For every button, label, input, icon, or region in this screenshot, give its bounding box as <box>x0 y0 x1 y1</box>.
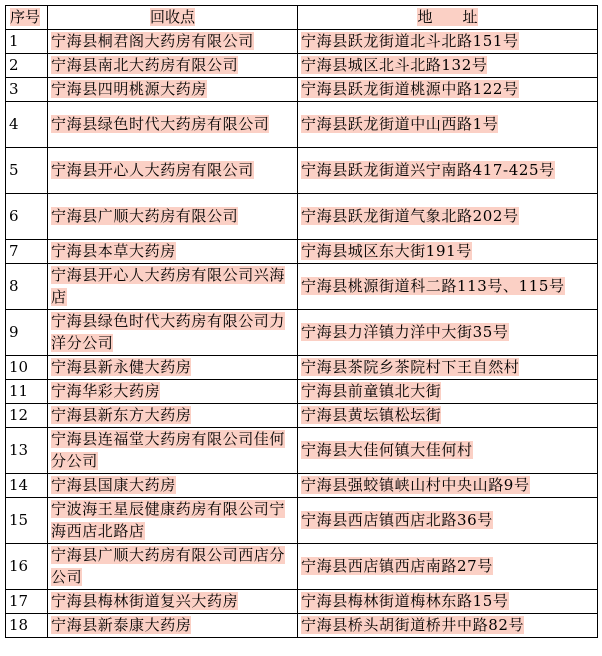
table-row <box>6 310 598 356</box>
row-address <box>298 428 598 474</box>
row-address <box>298 498 598 544</box>
table-row <box>6 356 598 380</box>
row-address-text: 宁海县城区北斗北路132号 <box>301 55 488 74</box>
row-address-text: 宁海县桃源街道科二路113号、115号 <box>301 276 565 295</box>
header-name <box>48 6 298 30</box>
row-address <box>298 148 598 194</box>
row-name-text: 宁海县南北大药房有限公司 <box>51 55 239 74</box>
row-name <box>48 474 298 498</box>
pharmacy-collection-table <box>5 5 598 638</box>
row-name <box>48 78 298 102</box>
row-address <box>298 310 598 356</box>
row-address <box>298 356 598 380</box>
row-address-text: 宁海县梅林街道梅林东路15号 <box>301 591 509 610</box>
table-row <box>6 78 598 102</box>
row-name <box>48 240 298 264</box>
row-no: 10 <box>6 356 48 380</box>
row-address-text: 宁海县大佳何镇大佳何村 <box>301 440 473 459</box>
row-address-text: 宁海县西店镇西店南路27号 <box>301 556 493 575</box>
table-row <box>6 194 598 240</box>
row-name-text: 宁海县国康大药房 <box>51 475 176 494</box>
row-no: 18 <box>6 614 48 638</box>
table-header-row <box>6 6 598 30</box>
row-address-text: 宁海县跃龙街道兴宁南路417-425号 <box>301 160 555 179</box>
row-address-text: 宁海县跃龙街道北斗北路151号 <box>301 31 519 50</box>
row-name <box>48 544 298 590</box>
row-no: 14 <box>6 474 48 498</box>
row-name <box>48 428 298 474</box>
row-address <box>298 54 598 78</box>
row-name <box>48 30 298 54</box>
row-address <box>298 404 598 428</box>
header-no <box>6 6 48 30</box>
row-no: 7 <box>6 240 48 264</box>
row-name-text: 宁海县新东方大药房 <box>51 405 192 424</box>
row-address-text: 宁海县跃龙街道气象北路202号 <box>301 206 519 225</box>
row-name <box>48 498 298 544</box>
row-address <box>298 102 598 148</box>
row-address-text: 宁海县力洋镇力洋中大街35号 <box>301 322 509 341</box>
header-address-label: 地 址 <box>417 7 478 26</box>
row-no: 1 <box>6 30 48 54</box>
row-name <box>48 264 298 310</box>
row-name-text: 宁海县绿色时代大药房有限公司力洋分公司 <box>51 312 286 352</box>
row-name <box>48 102 298 148</box>
row-no: 13 <box>6 428 48 474</box>
row-no: 3 <box>6 78 48 102</box>
table-row <box>6 428 598 474</box>
row-no: 17 <box>6 590 48 614</box>
row-name <box>48 356 298 380</box>
header-no-label: 序号 <box>10 7 41 26</box>
row-address <box>298 240 598 264</box>
row-name-text: 宁海县本草大药房 <box>51 241 176 260</box>
table-row <box>6 148 598 194</box>
row-name-text: 宁海县梅林街道复兴大药房 <box>51 591 239 610</box>
table-row <box>6 54 598 78</box>
row-address <box>298 614 598 638</box>
row-address <box>298 590 598 614</box>
row-name-text: 宁海县绿色时代大药房有限公司 <box>51 114 270 133</box>
table-row <box>6 380 598 404</box>
row-name <box>48 194 298 240</box>
table-row <box>6 404 598 428</box>
table-row <box>6 240 598 264</box>
table-row <box>6 102 598 148</box>
table-row <box>6 590 598 614</box>
row-name-text: 宁海县广顺大药房有限公司 <box>51 206 239 225</box>
row-name <box>48 310 298 356</box>
row-address-text: 宁海县跃龙街道中山西路1号 <box>301 114 499 133</box>
row-name <box>48 380 298 404</box>
row-no: 9 <box>6 310 48 356</box>
row-name-text: 宁海县开心人大药房有限公司 <box>51 160 254 179</box>
row-address-text: 宁海县桥头胡街道桥井中路82号 <box>301 615 525 634</box>
row-no: 6 <box>6 194 48 240</box>
row-name-text: 宁海县新永健大药房 <box>51 357 192 376</box>
row-no: 16 <box>6 544 48 590</box>
row-no: 11 <box>6 380 48 404</box>
table-row <box>6 264 598 310</box>
row-address-text: 宁海县黄坛镇松坛街 <box>301 405 442 424</box>
row-no: 15 <box>6 498 48 544</box>
header-name-label: 回收点 <box>149 7 195 26</box>
header-address <box>298 6 598 30</box>
table-row <box>6 544 598 590</box>
row-no: 5 <box>6 148 48 194</box>
row-no: 4 <box>6 102 48 148</box>
row-address-text: 宁海县跃龙街道桃源中路122号 <box>301 79 519 98</box>
table-row <box>6 30 598 54</box>
row-name-text: 宁海县桐君阁大药房有限公司 <box>51 31 254 50</box>
row-name <box>48 614 298 638</box>
row-name-text: 宁海县连福堂大药房有限公司佳何分公司 <box>51 430 286 470</box>
row-address-text: 宁海县强蛟镇峡山村中央山路9号 <box>301 475 530 494</box>
row-name-text: 宁海县新泰康大药房 <box>51 615 192 634</box>
row-address <box>298 474 598 498</box>
row-name <box>48 590 298 614</box>
row-name-text: 宁波海王星辰健康药房有限公司宁海西店北路店 <box>51 500 286 540</box>
row-address <box>298 30 598 54</box>
row-no: 12 <box>6 404 48 428</box>
row-address <box>298 380 598 404</box>
row-address <box>298 194 598 240</box>
row-name-text: 宁海县广顺大药房有限公司西店分公司 <box>51 546 286 586</box>
row-name-text: 宁海县开心人大药房有限公司兴海店 <box>51 266 286 306</box>
row-name <box>48 54 298 78</box>
row-address-text: 宁海县茶院乡茶院村下王自然村 <box>301 357 520 376</box>
row-name <box>48 404 298 428</box>
row-name-text: 宁海华彩大药房 <box>51 381 161 400</box>
row-no: 8 <box>6 264 48 310</box>
row-address <box>298 78 598 102</box>
table-row <box>6 614 598 638</box>
row-address-text: 宁海县前童镇北大街 <box>301 381 442 400</box>
row-name-text: 宁海县四明桃源大药房 <box>51 79 208 98</box>
table-row <box>6 474 598 498</box>
row-no: 2 <box>6 54 48 78</box>
row-address-text: 宁海县西店镇西店北路36号 <box>301 510 493 529</box>
row-address-text: 宁海县城区东大街191号 <box>301 241 472 260</box>
table-row <box>6 498 598 544</box>
row-name <box>48 148 298 194</box>
row-address <box>298 544 598 590</box>
row-address <box>298 264 598 310</box>
